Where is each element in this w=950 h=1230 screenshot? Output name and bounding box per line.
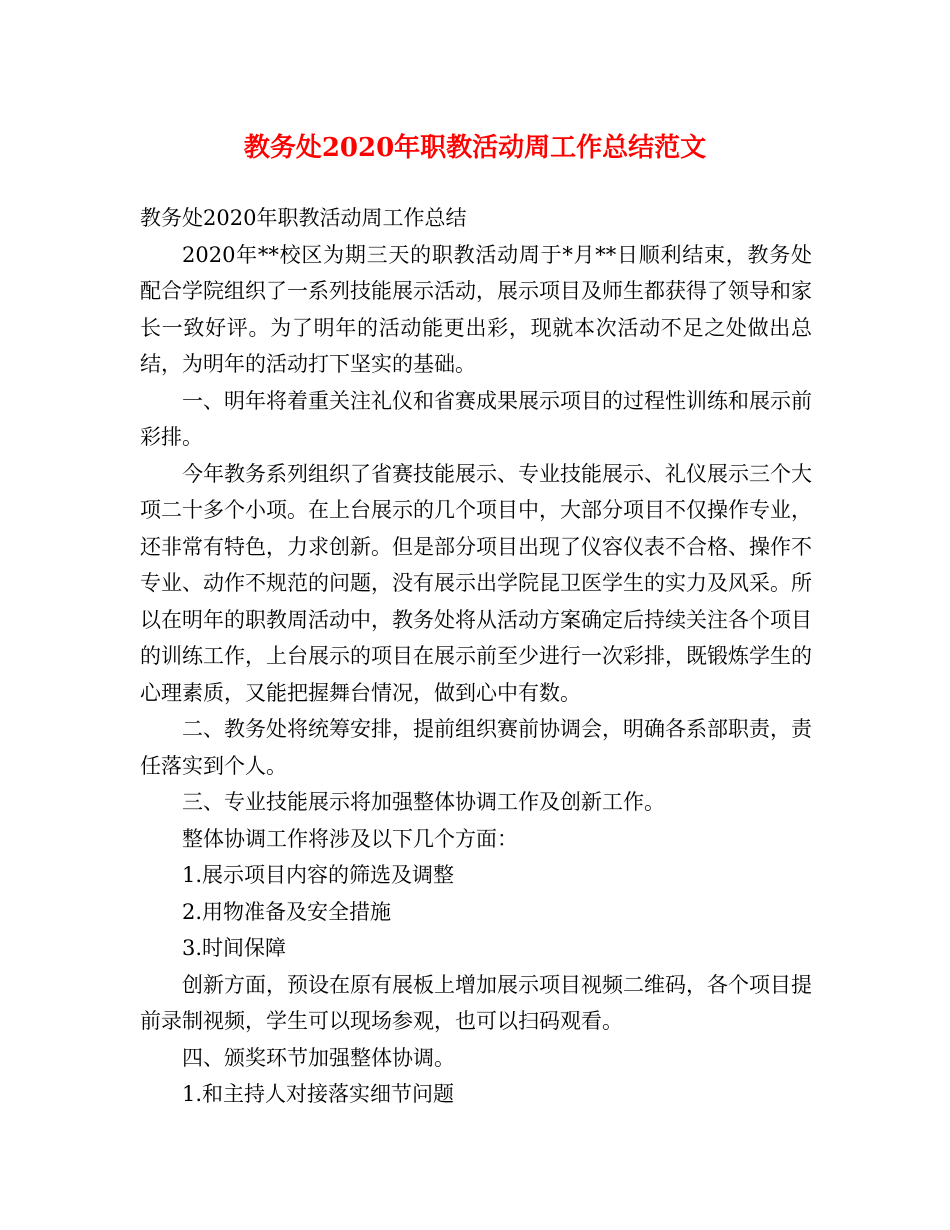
paragraph-coordination-intro: 整体协调工作将涉及以下几个方面： <box>182 826 518 851</box>
list-item-award-1: 1.和主持人对接落实细节问题 <box>182 1082 455 1106</box>
paragraph-point-1-detail: 今年教务系列组织了省赛技能展示、专业技能展示、礼仪展示三个大项二十多个小项。在上台展示的几个项目中，大部分项目不仅操作专业，还非常有特色，力求创新。但是部分项目出现了仪容仪表不合格、操作不专业、动作不规范的问题，没有展示出学院昆卫医学生的实力及风采。所以在明年的职教周活动中，教务处将从活动方案确定后持续关注各个项目的训练工作，上台展示的项目在展示前至少进行一次彩排，既锻炼学生的心理素质，又能把握舞台情况，做到心中有数。 <box>140 461 812 705</box>
paragraph-intro: 2020年**校区为期三天的职教活动周于*月**日顺利结束，教务处配合学院组织了一系列技能展示活动，展示项目及师生都获得了领导和家长一致好评。为了明年的活动能更出彩，现就本次活动不足之处做出总结，为明年的活动打下坚实的基础。 <box>140 242 812 376</box>
document-title: 教务处2020年职教活动周工作总结范文 <box>243 133 707 163</box>
paragraph-point-3: 三、专业技能展示将加强整体协调工作及创新工作。 <box>182 790 665 814</box>
paragraph-point-2: 二、教务处将统筹安排，提前组织赛前协调会，明确各系部职责，责任落实到个人。 <box>140 717 812 778</box>
paragraph-subtitle: 教务处2020年职教活动周工作总结 <box>140 206 467 230</box>
document-body <box>140 200 812 1113</box>
list-item-coordination-3: 3.时间保障 <box>182 936 287 960</box>
paragraph-innovation: 创新方面，预设在原有展板上增加展示项目视频二维码，各个项目提前录制视频，学生可以现场参观，也可以扫码观看。 <box>140 972 812 1033</box>
paragraph-point-1: 一、明年将着重关注礼仪和省赛成果展示项目的过程性训练和展示前彩排。 <box>140 388 812 449</box>
paragraph-point-4: 四、颁奖环节加强整体协调。 <box>182 1045 455 1070</box>
list-item-coordination-2: 2.用物准备及安全措施 <box>182 899 392 924</box>
list-item-coordination-1: 1.展示项目内容的筛选及调整 <box>182 863 455 887</box>
